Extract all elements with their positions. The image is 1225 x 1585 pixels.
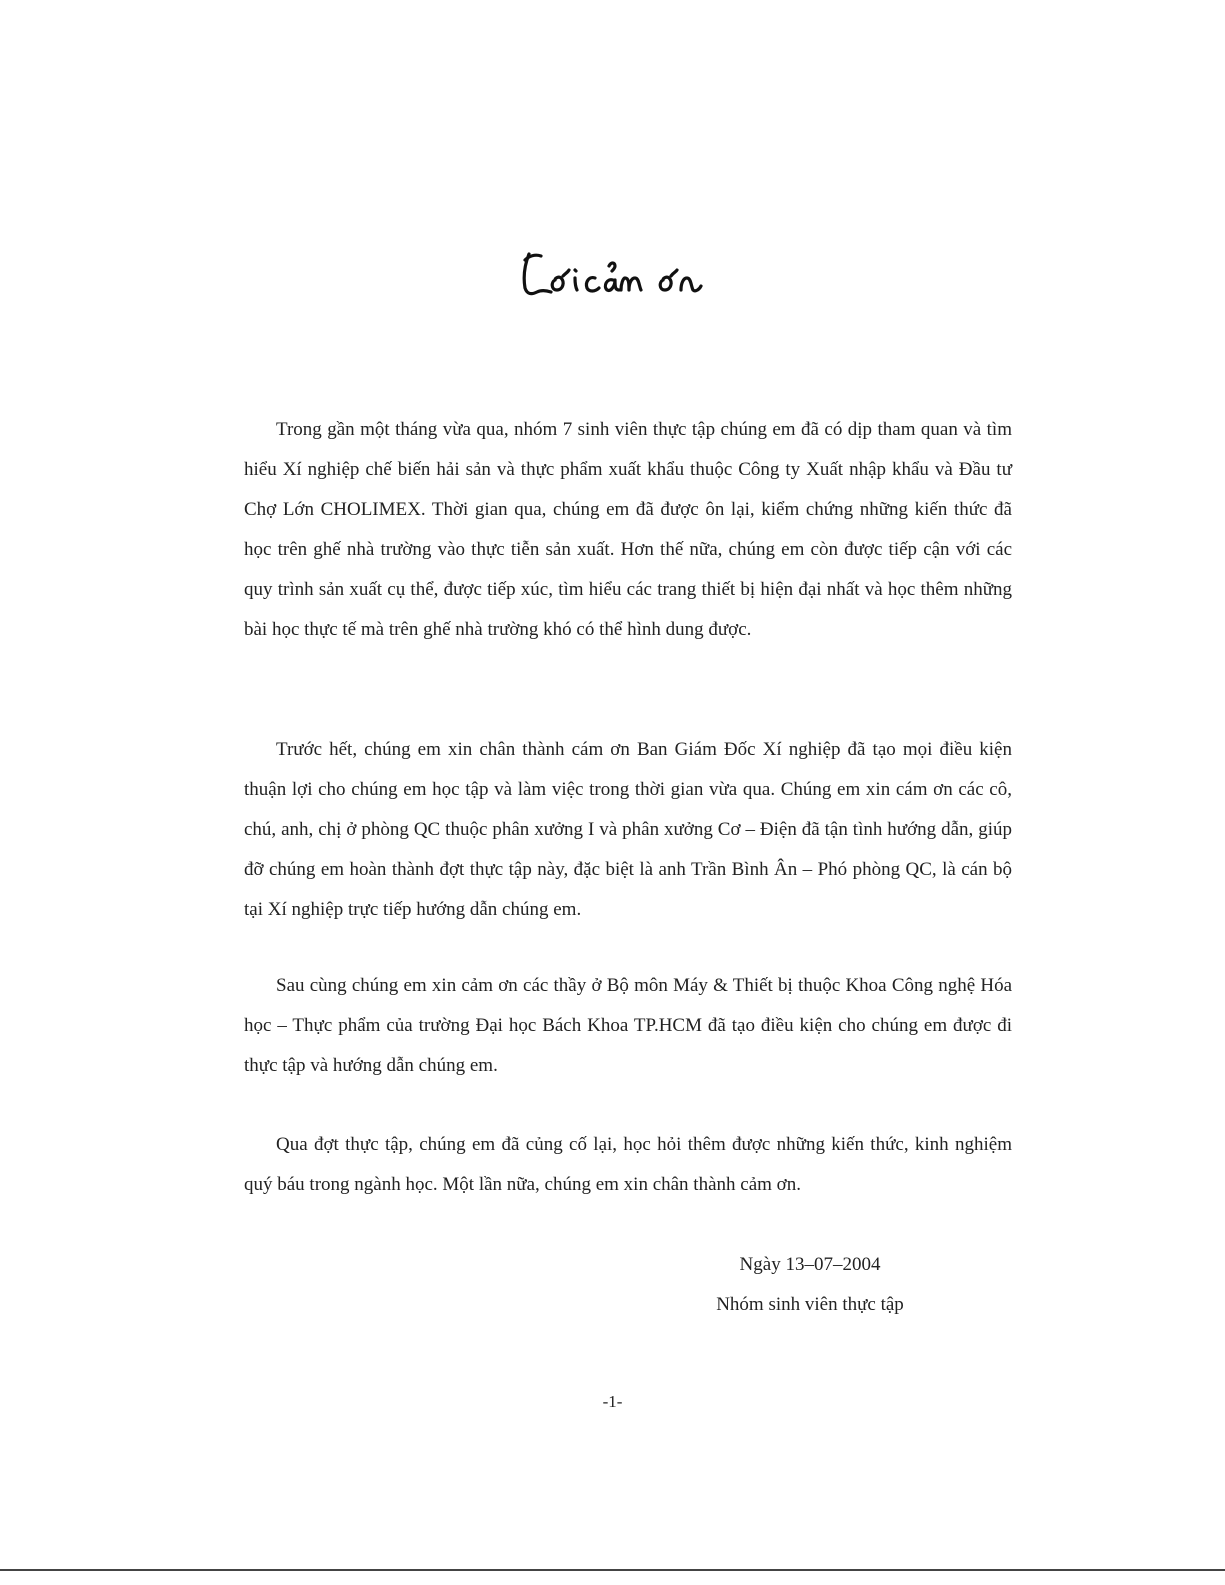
handwritten-title-signature xyxy=(515,240,725,310)
paragraph-intro: Trong gần một tháng vừa qua, nhóm 7 sinh viên thực tập chúng em đã có dịp tham quan và tìm hiểu Xí nghiệp chế biến hải sản và thực phẩm xuất khẩu thuộc Công ty Xuất nhập khẩu và Đầu tư Chợ Lớn CHOLIMEX. Thời gian qua, chúng em đã được ôn lại, kiểm chứng những kiến thức đã học trên ghế nhà trường vào thực tiễn sản xuất. Hơn thế nữa, chúng em còn được tiếp cận với các quy trình sản xuất cụ thể, được tiếp xúc, tìm hiểu các trang thiết bị hiện đại nhất và học thêm những bài học thực tế mà trên ghế nhà trường khó có thể hình dung được. xyxy=(244,419,1012,640)
signature-block xyxy=(690,1245,930,1325)
signature-signer: Nhóm sinh viên thực tập xyxy=(716,1294,904,1315)
page-number: -1- xyxy=(602,1392,623,1411)
paragraph-thanks-company: Trước hết, chúng em xin chân thành cám ơn Ban Giám Đốc Xí nghiệp đã tạo mọi điều kiện thuận lợi cho chúng em học tập và làm việc trong thời gian vừa qua. Chúng em xin cám ơn các cô, chú, anh, chị ở phòng QC thuộc phân xưởng I và phân xưởng Cơ – Điện đã tận tình hướng dẫn, giúp đỡ chúng em hoàn thành đợt thực tập này, đặc biệt là anh Trần Bình Ân – Phó phòng QC, là cán bộ tại Xí nghiệp trực tiếp hướng dẫn chúng em. xyxy=(244,739,1012,920)
paragraph-thanks-university: Sau cùng chúng em xin cảm ơn các thầy ở Bộ môn Máy & Thiết bị thuộc Khoa Công nghệ Hóa học – Thực phẩm của trường Đại học Bách Khoa TP.HCM đã tạo điều kiện cho chúng em được đi thực tập và hướng dẫn chúng em. xyxy=(244,975,1012,1076)
handwritten-title xyxy=(515,240,725,310)
paragraph-closing: Qua đợt thực tập, chúng em đã củng cố lại, học hỏi thêm được những kiến thức, kinh nghiệm quý báu trong ngành học. Một lần nữa, chúng em xin chân thành cảm ơn. xyxy=(244,1134,1012,1195)
title-text xyxy=(515,310,516,311)
signature-date: Ngày 13–07–2004 xyxy=(739,1254,881,1275)
bottom-divider xyxy=(0,1569,1225,1571)
